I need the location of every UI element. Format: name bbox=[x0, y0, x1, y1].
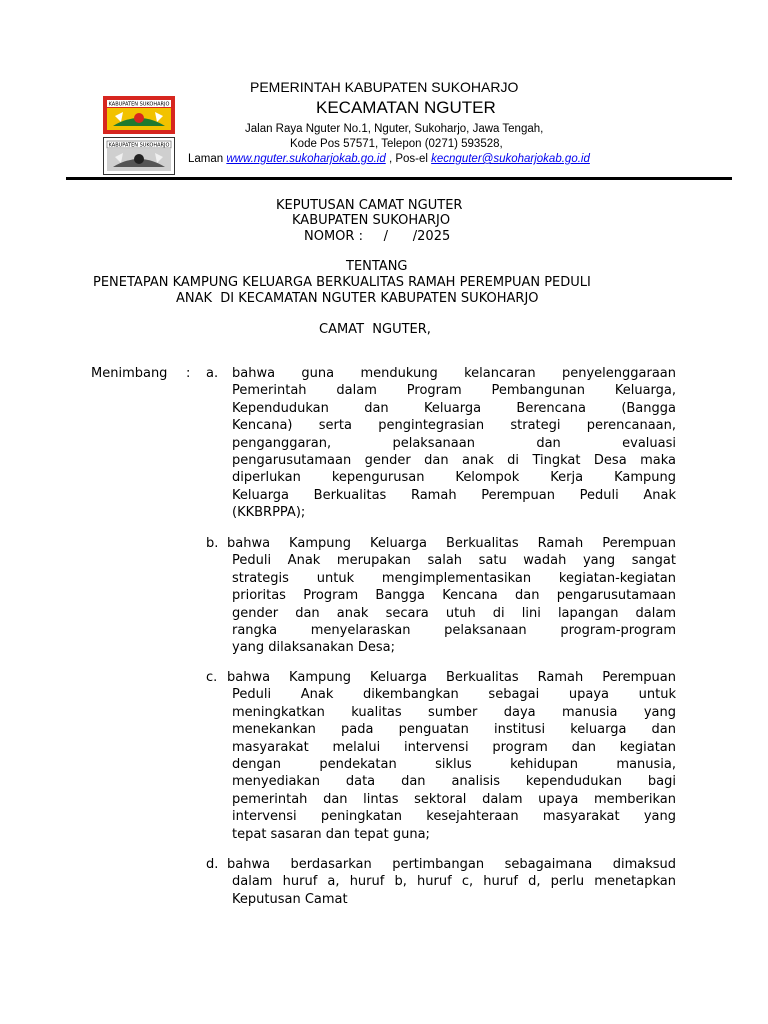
item-d-letter: d. bbox=[206, 857, 219, 872]
address-line-1: Jalan Raya Nguter No.1, Nguter, Sukoharjo, Jawa Tengah, bbox=[245, 123, 544, 135]
decree-title: KEPUTUSAN CAMAT NGUTER bbox=[276, 198, 463, 213]
decree-regency: KABUPATEN SUKOHARJO bbox=[292, 213, 451, 228]
text-line: meningkatkan kualitas sumber daya manusia yang bbox=[232, 704, 676, 720]
svg-text:KABUPATEN SUKOHARJO: KABUPATEN SUKOHARJO bbox=[108, 142, 170, 149]
text-line: diperlukan kepengurusan Kelompok Kerja Kampung bbox=[232, 470, 676, 486]
item-a-text bbox=[232, 365, 676, 522]
text-line: Kencana) serta pengintegrasian strategi perencanaan, bbox=[232, 418, 676, 434]
text-line: bahwa berdasarkan pertimbangan sebagaimana dimaksud bbox=[227, 857, 676, 872]
email-link[interactable]: kecnguter@sukoharjokab.go.id bbox=[431, 153, 590, 165]
item-b-text bbox=[227, 535, 676, 657]
text-line: masyarakat melalui intervensi program dan kegiatan bbox=[232, 739, 676, 755]
item-d-text bbox=[227, 856, 676, 908]
text-line: menekankan pada penguatan institusi keluarga dan bbox=[232, 722, 676, 738]
official-title: CAMAT NGUTER, bbox=[319, 322, 431, 337]
laman-label: Laman bbox=[188, 153, 227, 165]
about-line-2: ANAK DI KECAMATAN NGUTER KABUPATEN SUKOHARJO bbox=[176, 291, 539, 306]
text-line: Peduli Anak merupakan salah satu wadah yang sangat bbox=[232, 553, 676, 569]
text-line: tepat sasaran dan tepat guna; bbox=[232, 826, 430, 842]
address-line-2: Kode Pos 57571, Telepon (0271) 593528, bbox=[290, 138, 503, 150]
text-line: prioritas Program Bangga Kencana dan pengarusutamaan bbox=[232, 588, 676, 604]
contact-line bbox=[188, 153, 590, 165]
text-line: strategis untuk mengimplementasikan kegiatan-kegiatan bbox=[232, 570, 676, 586]
website-link[interactable]: www.nguter.sukoharjokab.go.id bbox=[226, 153, 386, 165]
text-line: rangka menyelaraskan pelaksanaan program-program bbox=[232, 622, 676, 638]
text-line: yang dilaksanakan Desa; bbox=[232, 640, 395, 656]
text-line: (KKBRPPA); bbox=[232, 505, 306, 521]
decree-number: NOMOR : / /2025 bbox=[304, 229, 451, 244]
government-name: PEMERINTAH KABUPATEN SUKOHARJO bbox=[250, 79, 519, 95]
text-line: penganggaran, pelaksanaan dan evaluasi bbox=[232, 435, 676, 451]
text-line: Kependudukan dan Keluarga Berencana (Bangga bbox=[232, 400, 676, 416]
text-line: Pemerintah dalam Program Pembangunan Keluarga, bbox=[232, 383, 676, 399]
email-separator: , Pos-el bbox=[385, 153, 432, 165]
item-a-letter: a. bbox=[206, 366, 219, 381]
about-line-1: PENETAPAN KAMPUNG KELUARGA BERKUALITAS RAMAH PEREMPUAN PEDULI bbox=[93, 275, 591, 290]
text-line: Keluarga Berkualitas Ramah Perempuan Peduli Anak bbox=[232, 487, 676, 503]
considering-colon: : bbox=[186, 366, 191, 381]
item-b-letter: b. bbox=[206, 536, 219, 551]
text-line: pemerintah dan lintas sektoral dalam upaya memberikan bbox=[232, 791, 676, 807]
item-c-text bbox=[227, 669, 676, 843]
text-line: dalam huruf a, huruf b, huruf c, huruf d, perlu menetapkan bbox=[232, 874, 676, 890]
text-line: Peduli Anak dikembangkan sebagai upaya untuk bbox=[232, 687, 676, 703]
sukoharjo-emblem-color bbox=[103, 96, 175, 134]
text-line: dengan pendekatan siklus kehidupan manusia, bbox=[232, 756, 676, 772]
text-line: intervensi peningkatan kesejahteraan masyarakat yang bbox=[232, 809, 676, 825]
sukoharjo-emblem-grayscale bbox=[103, 137, 175, 175]
text-line: gender dan anak secara utuh di lini lapangan dalam bbox=[232, 605, 676, 621]
district-name: KECAMATAN NGUTER bbox=[316, 98, 496, 117]
logo-text: KABUPATEN SUKOHARJO bbox=[108, 101, 170, 108]
text-line: bahwa guna mendukung kelancaran penyelenggaraan bbox=[232, 366, 676, 381]
text-line: menyediakan data dan analisis kependudukan bagi bbox=[232, 774, 676, 790]
text-line: Keputusan Camat bbox=[232, 891, 348, 907]
letterhead-divider bbox=[66, 177, 732, 180]
text-line: bahwa Kampung Keluarga Berkualitas Ramah Perempuan bbox=[227, 536, 676, 551]
text-line: bahwa Kampung Keluarga Berkualitas Ramah Perempuan bbox=[227, 670, 676, 685]
considering-label: Menimbang bbox=[91, 366, 168, 381]
text-line: pengarusutamaan gender dan anak di Tingkat Desa maka bbox=[232, 452, 676, 468]
item-c-letter: c. bbox=[206, 670, 218, 685]
about-label: TENTANG bbox=[346, 259, 408, 274]
